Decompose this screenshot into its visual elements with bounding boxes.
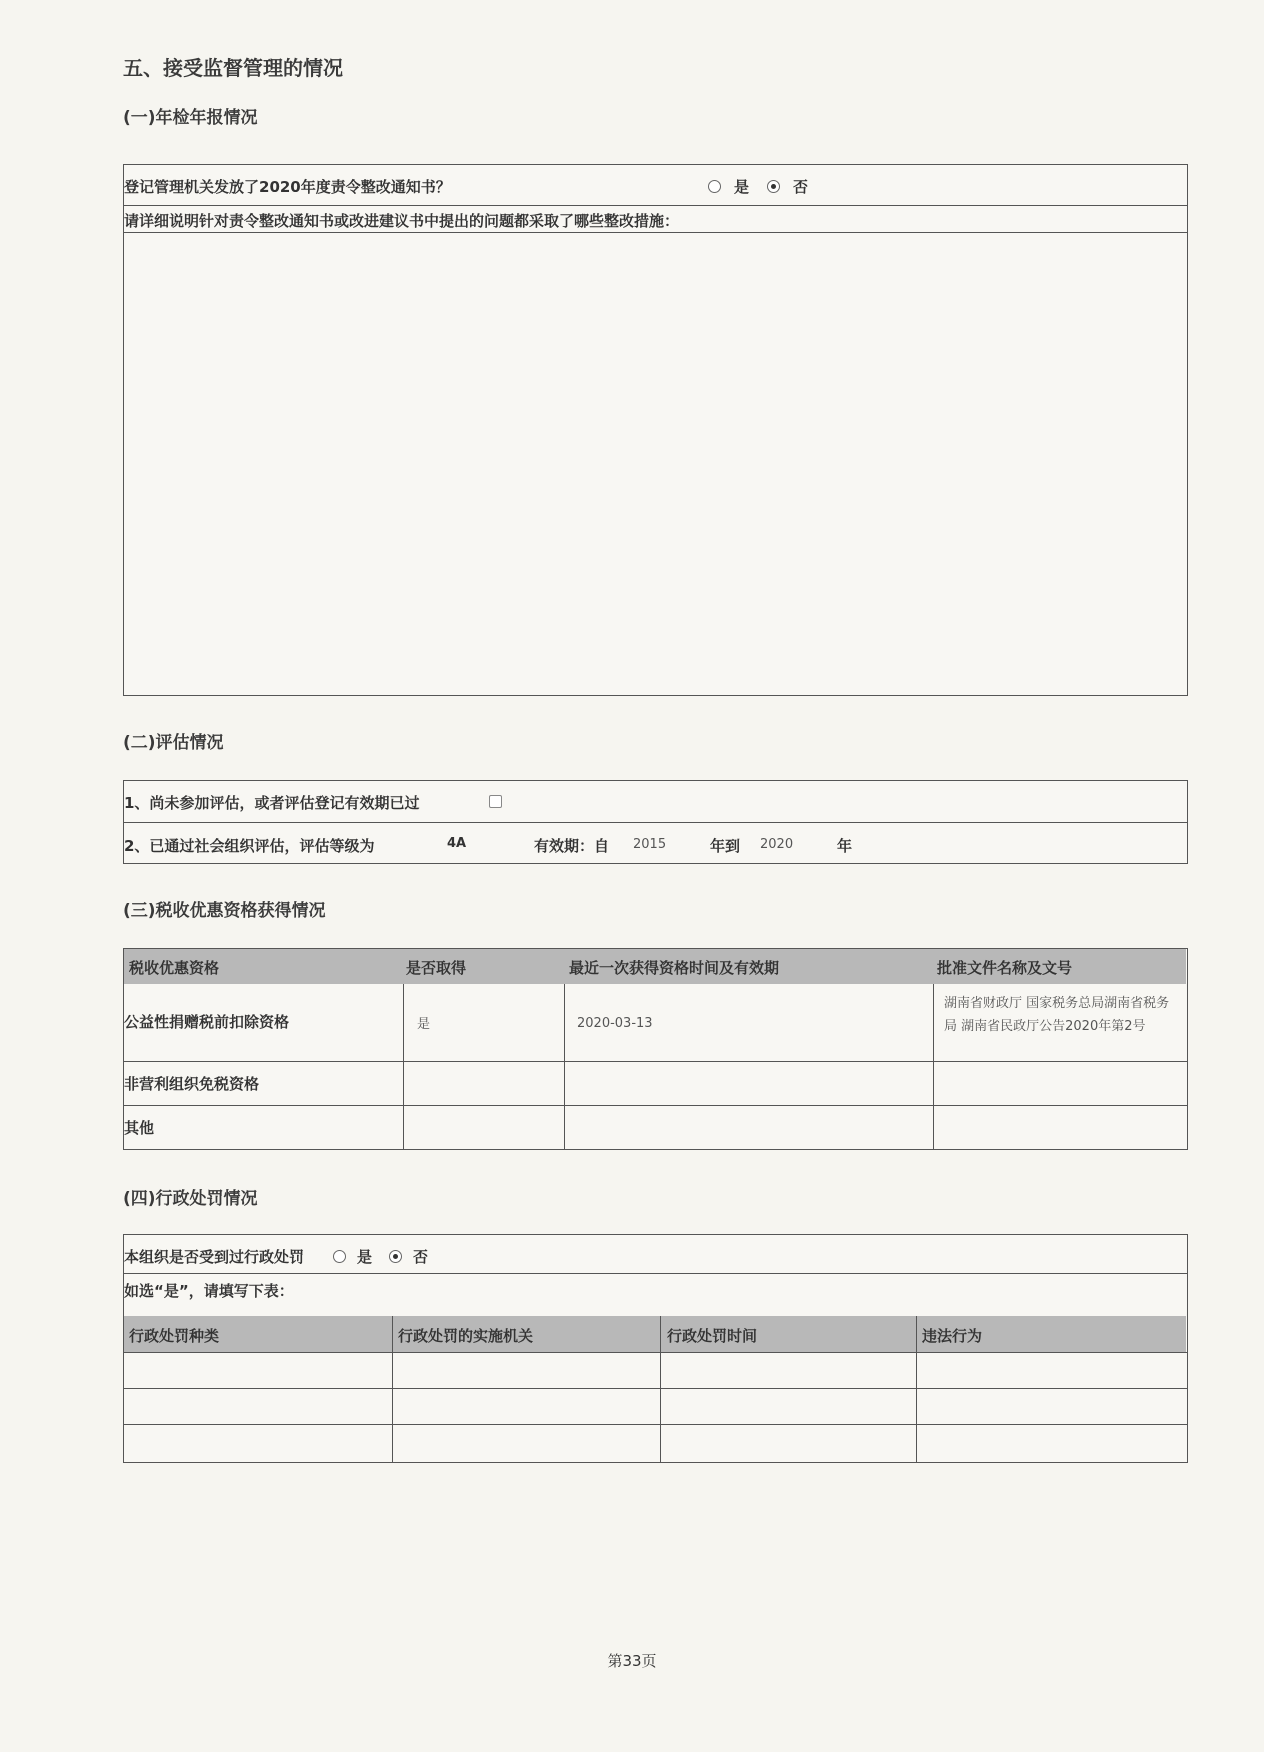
penalty-col-violation: 违法行为 [922, 1327, 983, 1345]
divider [124, 822, 1187, 823]
evaluation-item2-label: 2、已通过社会组织评估，评估等级为 [124, 837, 375, 855]
tax-col-date: 最近一次获得资格时间及有效期 [569, 959, 780, 977]
penalty-box [123, 1234, 1188, 1463]
penalty-col-authority: 行政处罚的实施机关 [398, 1327, 534, 1345]
divider [916, 1316, 917, 1462]
tax-heading: (三)税收优惠资格获得情况 [123, 901, 326, 921]
tax-row3-name: 其他 [124, 1119, 155, 1137]
penalty-no-radio[interactable] [389, 1250, 402, 1263]
penalty-table-header [124, 1316, 1186, 1352]
penalty-note: 如选“是”，请填写下表： [124, 1282, 294, 1300]
valid-from-year: 2015 [633, 837, 667, 852]
tax-row1-date: 2020-03-13 [577, 1016, 653, 1031]
measures-textarea[interactable] [124, 234, 1187, 694]
divider [124, 1388, 1187, 1389]
tax-row1-obtained: 是 [417, 1017, 431, 1032]
annual-inspection-box [123, 164, 1188, 696]
divider [124, 1273, 1187, 1274]
tax-col-qualification: 税收优惠资格 [129, 959, 220, 977]
divider [124, 205, 1187, 206]
evaluation-grade: 4A [447, 836, 467, 851]
divider [403, 984, 404, 1149]
valid-from-label: 有效期：自 [534, 837, 610, 855]
divider [124, 1352, 1187, 1353]
penalty-yes-radio[interactable] [333, 1250, 346, 1263]
annual-inspection-heading: (一)年检年报情况 [123, 108, 258, 128]
valid-to-year: 2020 [760, 837, 794, 852]
penalty-col-time: 行政处罚时间 [667, 1327, 758, 1345]
measures-prompt: 请详细说明针对责令整改通知书或改进建议书中提出的问题都采取了哪些整改措施： [124, 212, 680, 230]
penalty-yes-label: 是 [357, 1248, 373, 1266]
evaluation-box [123, 780, 1188, 864]
divider [660, 1316, 661, 1462]
penalty-no-label: 否 [413, 1248, 429, 1266]
divider [933, 984, 934, 1149]
divider [124, 232, 1187, 233]
evaluation-heading: (二)评估情况 [123, 733, 224, 753]
evaluation-expired-checkbox[interactable] [489, 795, 502, 808]
rectification-question: 登记管理机关发放了2020年度责令整改通知书？ [124, 178, 451, 196]
page-number: 第33页 [607, 1652, 657, 1670]
tax-row1-name: 公益性捐赠税前扣除资格 [124, 1013, 290, 1031]
tax-table [123, 948, 1188, 1150]
year-to-label: 年到 [710, 837, 741, 855]
tax-col-obtained: 是否取得 [406, 959, 467, 977]
tax-row2-name: 非营利组织免税资格 [124, 1075, 260, 1093]
year-suffix: 年 [837, 837, 853, 855]
section-title: 五、接受监督管理的情况 [123, 56, 343, 80]
rectification-no-radio[interactable] [767, 180, 780, 193]
tax-col-document: 批准文件名称及文号 [937, 959, 1073, 977]
evaluation-item1: 1、尚未参加评估，或者评估登记有效期已过 [124, 794, 420, 812]
divider [124, 1105, 1187, 1106]
divider [124, 1424, 1187, 1425]
penalty-col-type: 行政处罚种类 [129, 1327, 220, 1345]
rectification-yes-label: 是 [734, 178, 750, 196]
penalty-heading: (四)行政处罚情况 [123, 1189, 258, 1209]
divider [124, 1061, 1187, 1062]
divider [392, 1316, 393, 1462]
penalty-question: 本组织是否受到过行政处罚 [124, 1248, 305, 1266]
rectification-no-label: 否 [793, 178, 809, 196]
divider [564, 984, 565, 1149]
rectification-yes-radio[interactable] [708, 180, 721, 193]
tax-row1-document: 湖南省财政厅 国家税务总局湖南省税务局 湖南省民政厅公告2020年第2号 [944, 996, 1170, 1034]
